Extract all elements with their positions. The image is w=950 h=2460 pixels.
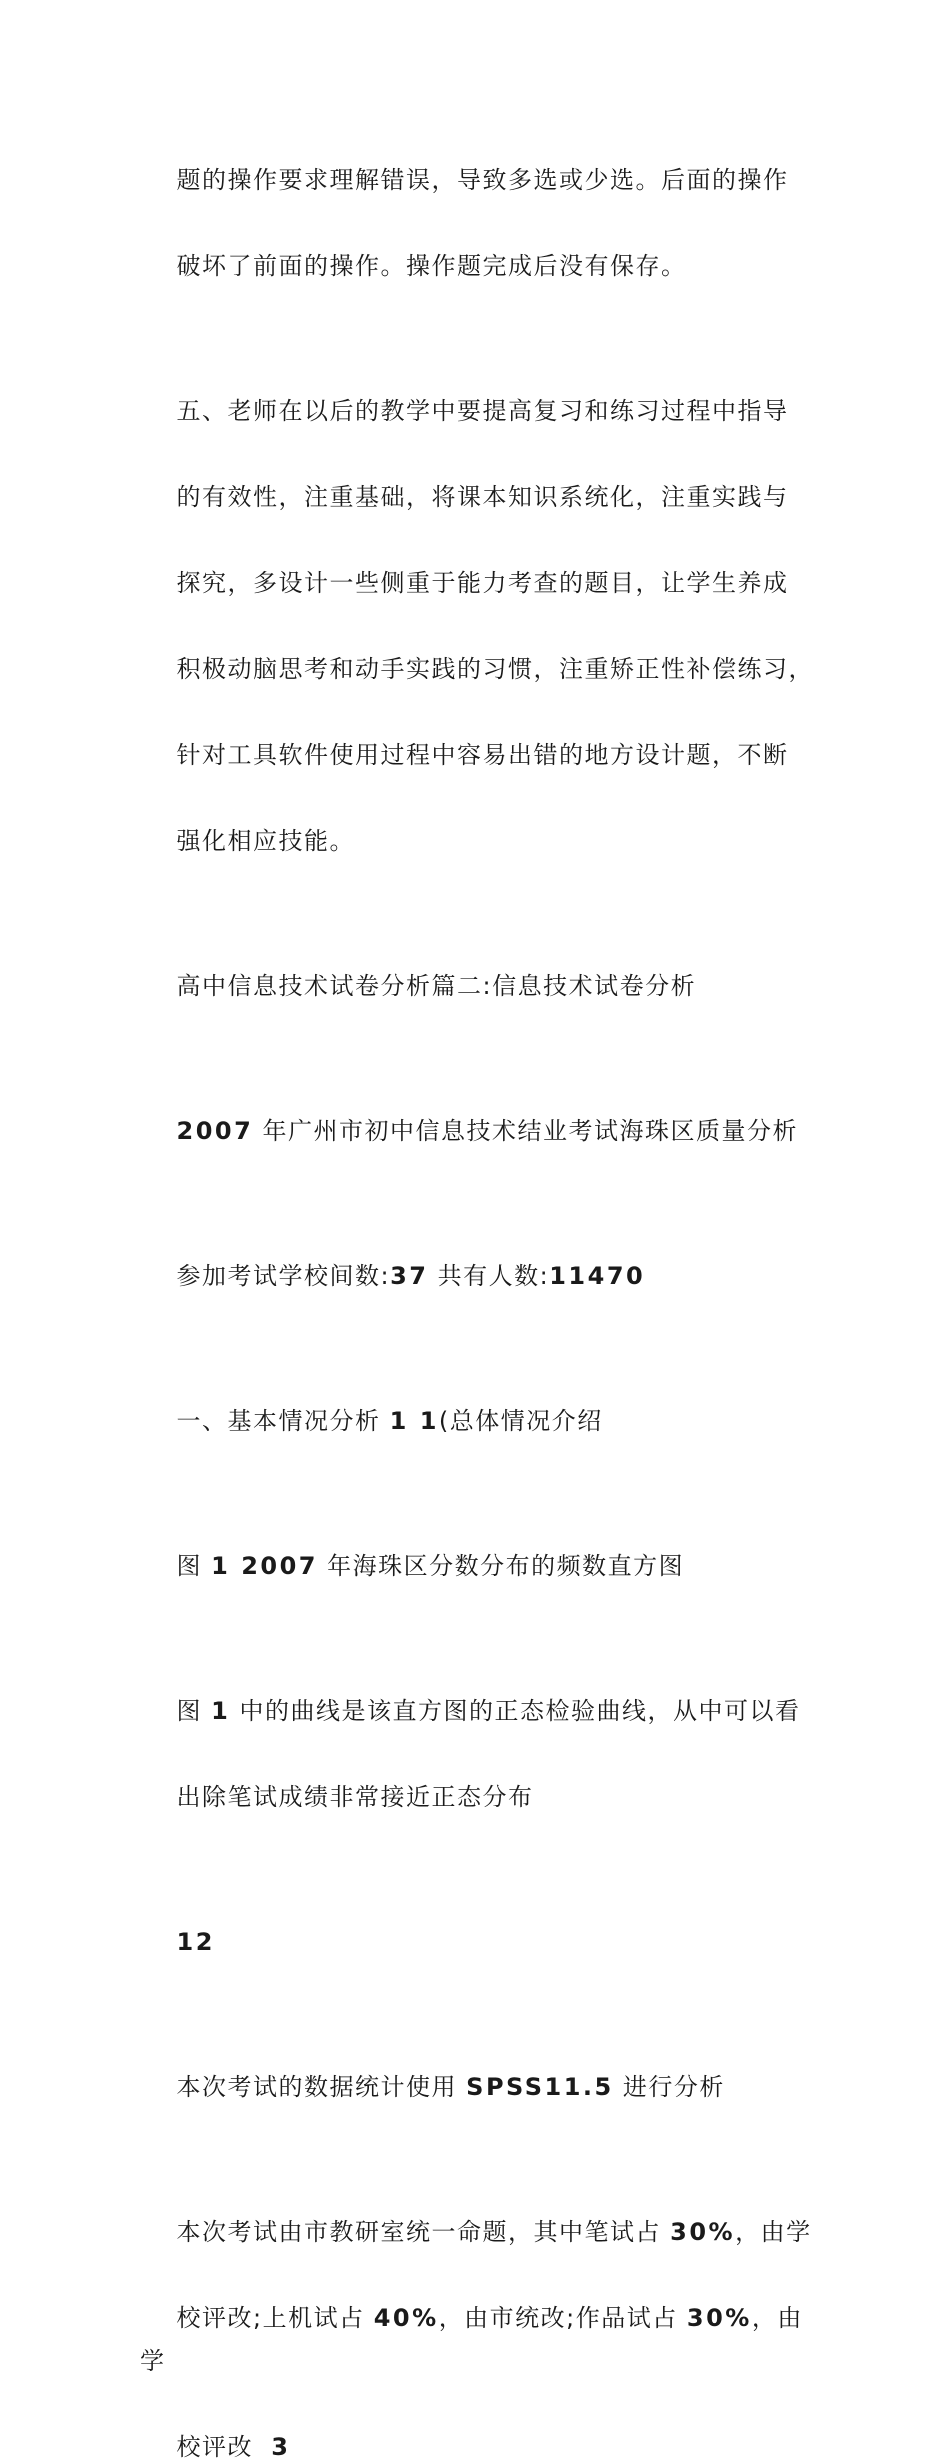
text-line: 五、老师在以后的教学中要提高复习和练习过程中指导 (176, 397, 789, 425)
text-segment: 图 (176, 1552, 212, 1580)
text-segment: ，由学 (140, 2304, 803, 2375)
statistics-tool-note (140, 2023, 820, 2152)
participant-count: 11470 (549, 1262, 646, 1290)
document-page (140, 116, 820, 2460)
text-segment: (总体情况介绍 (438, 1407, 603, 1435)
text-segment: ，由学 (735, 2218, 812, 2246)
section-number: 1 1 (389, 1407, 439, 1435)
school-count: 37 (390, 1262, 429, 1290)
text-segment: 本次考试由市教研室统一命题，其中笔试占 (176, 2218, 671, 2246)
text-line: 高中信息技术试卷分析篇二:信息技术试卷分析 (176, 972, 697, 1000)
participation-stats (140, 1212, 820, 1341)
work-percent: 30% (686, 2304, 752, 2332)
text-line: 针对工具软件使用过程中容易出错的地方设计题，不断 (176, 741, 789, 769)
figure-description (140, 1647, 820, 1862)
text-segment: 进行分析 (613, 2073, 725, 2101)
written-percent: 30% (670, 2218, 736, 2246)
page-marker (140, 1878, 820, 2007)
text-segment: 中的曲线是该直方图的正态检验曲线，从中可以看 (230, 1697, 801, 1725)
text-segment: 年海珠区分数分布的频数直方图 (318, 1552, 685, 1580)
software-name: SPSS11.5 (466, 2073, 614, 2101)
text-segment: 校评改 (176, 2433, 272, 2460)
text-segment: 参加考试学校间数: (176, 1262, 391, 1290)
figure-number: 1 (211, 1697, 231, 1725)
section-heading (140, 922, 820, 1051)
text-line: 探究，多设计一些侧重于能力考查的题目，让学生养成 (176, 569, 789, 597)
exam-composition (140, 2168, 820, 2460)
subsection-heading (140, 1357, 820, 1486)
text-line: 的有效性，注重基础，将课本知识系统化，注重实践与 (176, 483, 789, 511)
text-segment: 共有人数: (428, 1262, 550, 1290)
text-line: 题的操作要求理解错误，导致多选或少选。后面的操作 (176, 166, 789, 194)
text-segment: 校评改;上机试占 (176, 2304, 374, 2332)
number-marker: 12 (176, 1928, 215, 1956)
text-segment: ，由市统改;作品试占 (438, 2304, 687, 2332)
report-title (140, 1067, 820, 1196)
computer-percent: 40% (373, 2304, 439, 2332)
year-number: 2007 (176, 1117, 254, 1145)
number-marker: 3 (271, 2433, 291, 2460)
text-line: 破坏了前面的操作。操作题完成后没有保存。 (176, 252, 687, 280)
paragraph-teaching-advice (140, 347, 820, 906)
text-line: 出除笔试成绩非常接近正态分布 (176, 1783, 534, 1811)
text-segment: 本次考试的数据统计使用 (176, 2073, 467, 2101)
text-segment: 图 (176, 1697, 212, 1725)
figure-caption (140, 1502, 820, 1631)
text-line: 积极动脑思考和动手实践的习惯，注重矫正性补偿练习， (176, 655, 815, 683)
text-line: 强化相应技能。 (176, 827, 356, 855)
figure-number: 1 2007 (211, 1552, 319, 1580)
text-segment: 年广州市初中信息技术结业考试海珠区质量分析 (253, 1117, 798, 1145)
paragraph-operation-errors (140, 116, 820, 331)
text-segment: 一、基本情况分析 (176, 1407, 390, 1435)
